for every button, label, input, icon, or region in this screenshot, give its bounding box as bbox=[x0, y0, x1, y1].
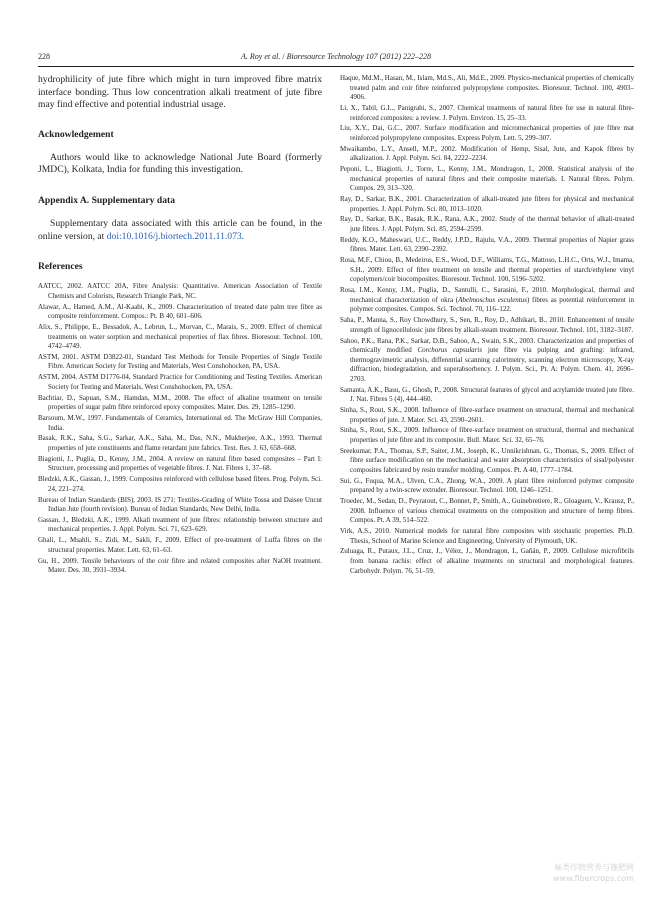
reference-entry: Sinha, S., Rout, S.K., 2009. Influence of fibre-surface treatment on structural, thermal and mechanical properties of jute fibre and its composite. Bull. Mater. Sci. 32, 65–76. bbox=[340, 426, 634, 444]
references-list-right bbox=[340, 74, 634, 576]
reference-entry: Samanta, A.K., Basu, G., Ghosh, P., 2008. Structural features of glycol and acrylamide treated jute fibre. J. Nat. Fibres 5 (4), 444–460. bbox=[340, 385, 634, 404]
running-title: A. Roy et al. / Bioresource Technology 107 (2012) 222–228 bbox=[241, 52, 431, 61]
reference-entry: Rosa, I.M., Kenny, J.M., Puglia, D., Santulli, C., Sarasini, F., 2010. Morphological, thermal and mechanical characterization of okra (Abelmoschus esculentus) fibres as potential reinforcement in polymer composites. Compos. Sci. Technol. 70, 116–122. bbox=[340, 286, 634, 314]
doi-link[interactable]: doi:10.1016/j.biortech.2011.11.073 bbox=[106, 230, 242, 242]
watermark bbox=[494, 862, 634, 884]
reference-entry: Bachtiar, D., Sapuan, S.M., Hamdan, M.M., 2008. The effect of alkaline treatment on tensile properties of sugar palm fibre reinforced epoxy composites. Mater. Des. 29, 1285–1290. bbox=[38, 393, 322, 412]
reference-entry: Ray, D., Sarkar, B.K., 2001. Characterization of alkali-treated jute fibres for physical and mechanical properties. J. Appl. Polym. Sci. 80, 1013–1020. bbox=[340, 195, 634, 213]
intro-paragraph: hydrophilicity of jute fibre which might in turn improved fibre matrix interface bonding. Thus low concentration alkali treatment of jute fibre may find effective and potential industrial usage. bbox=[38, 74, 322, 111]
reference-entry: ASTM, 2004. ASTM D1776-04, Standard Practice for Conditioning and Testing Textiles. American Society for Testing and Materials, West Conshohocken, PA, USA. bbox=[38, 373, 322, 391]
header-rule bbox=[38, 66, 634, 67]
watermark-line-2: www.fibercrops.com bbox=[553, 874, 634, 883]
reference-entry: Sahoo, P.K., Rana, P.K., Sarkar, D.B., Sahoo, A., Swain, S.K., 2003. Characterization and properties of chemically modified Corchorus capsularis jute fibre via pulping and grafting: infrared, thermogravimetric analysis, differential scanning calorimetry, scanning electron microscopy, X-ray diffraction, biodegradation, and superabsorbency. J. Polym. Sci., Pt. A: Polym. Chem. 41, 2696–2703. bbox=[340, 336, 635, 383]
reference-entry: Barsoum, M.W., 1997. Fundamentals of Ceramics, International ed. The McGraw Hill Companies, India. bbox=[38, 414, 322, 432]
references-heading: References bbox=[38, 261, 83, 273]
reference-entry: Sui, G., Fuqua, M.A., Ulven, C.A., Zhong, W.A., 2009. A plant fibre reinforced polymer composite prepared by a twin-screw extruder. Bioresour. Technol. 100, 1246–1251. bbox=[340, 476, 634, 495]
appendix-text bbox=[38, 218, 322, 243]
references-list-left bbox=[38, 282, 322, 576]
reference-entry: Ray, D., Sarkar, B.K., Basak, R.K., Rana, A.K., 2002. Study of the thermal behavior of alkali-treated jute fibres. J. Appl. Polym. Sci. 85, 2594–2599. bbox=[340, 215, 634, 234]
reference-entry: Zuluaga, R., Putaux, J.L., Cruz, J., Vélez, J., Mondragon, I., Gañán, P., 2009. Cellulose microfibrils from banana rachis: effect of alkaline treatments on structural and morphological features. Carbohydr. Polym. 76, 51–59. bbox=[340, 547, 634, 575]
reference-entry: Reddy, K.O., Maheswari, U.C., Reddy, J.P.D., Rajulu, V.A., 2009. Thermal properties of Napier grass fibres. Mater. Lett. 63, 2390–2392. bbox=[340, 235, 634, 254]
reference-entry: Bureau of Indian Standards (BIS), 2003. IS 271: Textiles-Grading of White Tossa and Daisee Uncut Indian Jute (fourth revision). Bureau of Indian Standards, New Delhi, India. bbox=[38, 495, 322, 514]
header-authors: A. Roy et al. bbox=[241, 52, 281, 61]
reference-entry: AATCC, 2002. AATCC 20A, Fibre Analysis: Quantitative. American Association of Textile Chemists and Colorists, Research Triangle Park, NC. bbox=[38, 282, 322, 300]
reference-entry: Sreekumar, P.A., Thomas, S.P., Saiter, J.M., Joseph, K., Unnikrishnan, G., Thomas, S., 2009. Effect of fibre surface modification on the mechanical and water absorption characteristics of sisal/polyester composites fabricated by resin transfer molding. Compos. Pt. A 40, 1777–1784. bbox=[340, 446, 634, 474]
left-column bbox=[38, 74, 322, 577]
reference-entry: Ghali, L., Msahli, S., Zidi, M., Sakli, F., 2009. Effect of pre-treatment of Luffa fibres on the structural properties. Mater. Lett. 63, 61–63. bbox=[38, 536, 322, 554]
reference-entry: Liu, X.Y., Dai, G.C., 2007. Surface modification and micromechanical properties of jute fibre mat reinforced polypropylene composites. Express Polym. Lett. 5, 299–307. bbox=[340, 124, 634, 142]
running-header bbox=[38, 51, 634, 63]
reference-entry: Rosa, M.F., Chiou, B., Medeiros, E.S., Wood, D.F., Williams, T.G., Mattoso, L.H.C., Orts, W.J., Imama, S.H., 2009. Effect of fibre treatment on tensile and thermal properties of starch/ethylene vinyl copolymers/coir biocomposites. Bioresour. Technol. 100, 5196–5202. bbox=[340, 256, 634, 284]
header-journal: Bioresource Technology 107 (2012) 222–228 bbox=[286, 52, 431, 61]
appendix-text-after: . bbox=[241, 230, 245, 242]
acknowledgement-heading: Acknowledgement bbox=[38, 128, 114, 140]
reference-entry: Bledzki, A.K., Gassan, J., 1999. Composites reinforced with cellulose based fibres. Prog. Polym. Sci. 24, 221–274. bbox=[38, 475, 322, 493]
reference-entry: Sinha, S., Rout, S.K., 2008. Influence of fibre-surface treatment on structural, thermal and mechanical properties of jute. J. Mater. Sci. 43, 2590–2601. bbox=[340, 406, 634, 424]
reference-entry: ASTM, 2001. ASTM D3822-01, Standard Test Methods for Tensile Properties of Single Textile Fibre. American Society for Testing and Materials, West Conshohocken, PA, USA. bbox=[38, 352, 322, 371]
reference-entry: Biagiotti, J., Puglia, D., Kenny, J.M., 2004. A review on natural fibre based composites – Part I: Structure, processing and properties of vegetable fibres. J. Nat. Fibres 1, 37–68. bbox=[38, 454, 322, 473]
reference-entry: Basak, R.K., Saha, S.G., Sarkar, A.K., Saha, M., Das, N.N., Mukherjee, A.K., 1993. Thermal properties of jute constituents and flame retardant jute fabrics. Text. Res. J. 63, 658–668. bbox=[38, 434, 322, 452]
reference-entry: Li, X., Tabil, G.L., Panigrahi, S., 2007. Chemical treatments of natural fibre for use in natural fibre-reinforced composites: a review. J. Polym. Environ. 15, 25–33. bbox=[340, 103, 634, 122]
reference-entry: Gassan, J., Bledzki, A.K., 1999. Alkali treatment of jute fibres: relationship between structure and mechanical properties. J. Appl. Polym. Sci. 71, 623–629. bbox=[38, 515, 322, 534]
appendix-heading: Appendix A. Supplementary data bbox=[38, 194, 176, 206]
reference-entry: Peponi, L., Biagiotti, J., Torre, L., Kenny, J.M., Mondragon, I., 2008. Statistical analysis of the mechanical properties of natural fibres and their composite materials. I. Natural fibres. Polym. Compos. 29, 313–320. bbox=[340, 165, 634, 193]
reference-entry: Saha, P., Manna, S., Roy Chowdhury, S., Sen, R., Roy, D., Adhikari, B., 2010. Enhancement of tensile strength of lignocellulosic jute fibres by alkali-steam treatment. Bioresour. Technol. 101, 3182–3187. bbox=[340, 316, 634, 334]
appendix-text-before: Supplementary data associated with this article can be found, in the online version, at bbox=[38, 217, 322, 242]
reference-entry: Troedec, M., Sedan, D., Peyratout, C., Bonnet, P., Smith, A., Guinebretiere, R., Gloaguen, V., Krausz, P., 2008. Influence of various chemical treatments on the composition and structure of hemp fibres. Compos. Pt. A 39, 514–522. bbox=[340, 497, 634, 525]
reference-entry: Alawar, A., Hamed, A.M., Al-Kaabi, K., 2009. Characterization of treated date palm tree fibre as composite reinforcement. Compos.: Pt. B 40, 601–606. bbox=[38, 302, 322, 321]
page-number: 228 bbox=[38, 52, 50, 61]
reference-entry: Haque, Md.M., Hasan, M., Islam, Md.S., Ali, Md.E., 2009. Physico-mechanical properties of chemically treated palm and coir fibre reinforced polypropylene composites. Bioresour. Technol. 100, 4903–4906. bbox=[340, 74, 634, 102]
reference-entry: Gu, H., 2009. Tensile behaviours of the coir fibre and related composites after NaOH treatment. Mater. Des. 30, 3931–3934. bbox=[38, 556, 322, 575]
reference-entry: Virk, A.S., 2010. Numerical models for natural fibre composites with stochastic properties. Ph.D. Thesis, School of Marine Science and Engineering, University of Plymouth, UK. bbox=[340, 527, 634, 545]
reference-entry: Mwaikambo, L.Y., Ansell, M.P., 2002. Modification of Hemp, Sisal, Jute, and Kapok fibres by alkalization. J. Appl. Polym. Sci. 84, 2222–2234. bbox=[340, 144, 634, 163]
acknowledgement-text: Authors would like to acknowledge National Jute Board (formerly JMDC), Kolkata, India for funding this investigation. bbox=[38, 151, 322, 176]
right-column bbox=[340, 74, 634, 577]
reference-entry: Alix, S., Philippe, E., Bessadok, A., Lebrun, L., Morvan, C., Marais, S., 2009. Effect of chemical treatments on water sorption and mechanical properties of flax fibres. Bioresour. Technol. 100, 4742–4749. bbox=[38, 322, 322, 351]
watermark-line-1: 麻类作物营养与施肥网 bbox=[554, 863, 634, 872]
